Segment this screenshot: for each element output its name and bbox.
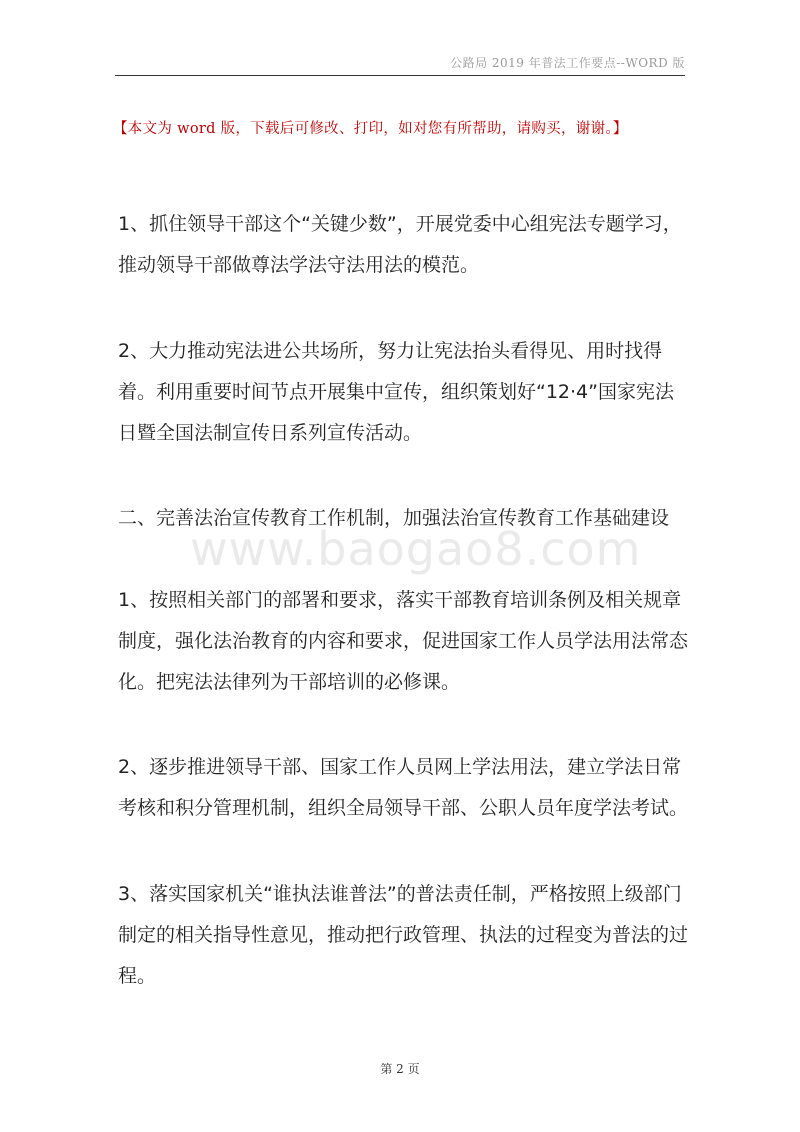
paragraph-1: 1、抓住领导干部这个“关键少数”，开展党委中心组宪法专题学习，推动领导干部做尊法学法守法用法的模范。: [118, 213, 682, 276]
watermark-text: www.baogao8.com: [190, 522, 642, 576]
paragraph-3: 1、按照相关部门的部署和要求，落实干部教育培训条例及相关规章制度，强化法治教育的内容和要求，促进国家工作人员学法用法常态化。把宪法法律列为干部培训的必修课。: [118, 589, 689, 693]
purchase-notice: 【本文为 word 版，下载后可修改、打印，如对您有所帮助，请购买，谢谢。】: [113, 121, 628, 137]
paragraph-4: 2、逐步推进领导干部、国家工作人员网上学法用法，建立学法日常考核和积分管理机制，组织全局领导干部、公职人员年度学法考试。: [118, 756, 689, 819]
header-divider: [115, 75, 685, 76]
paragraph-2: 2、大力推动宪法进公共场所，努力让宪法抬头看得见、用时找得着。利用重要时间节点开展集中宣传，组织策划好“12·4”国家宪法日暨全国法制宣传日系列宣传活动。: [118, 340, 674, 444]
paragraph-5: 3、落实国家机关“谁执法谁普法”的普法责任制，严格按照上级部门制定的相关指导性意见，推动把行政管理、执法的过程变为普法的过程。: [118, 883, 689, 987]
page-header: 公路局 2019 年普法工作要点--WORD 版: [450, 56, 685, 70]
page-number: 第 2 页: [380, 1062, 420, 1076]
section-heading: 二、完善法治宣传教育工作机制，加强法治宣传教育工作基础建设: [118, 507, 670, 529]
